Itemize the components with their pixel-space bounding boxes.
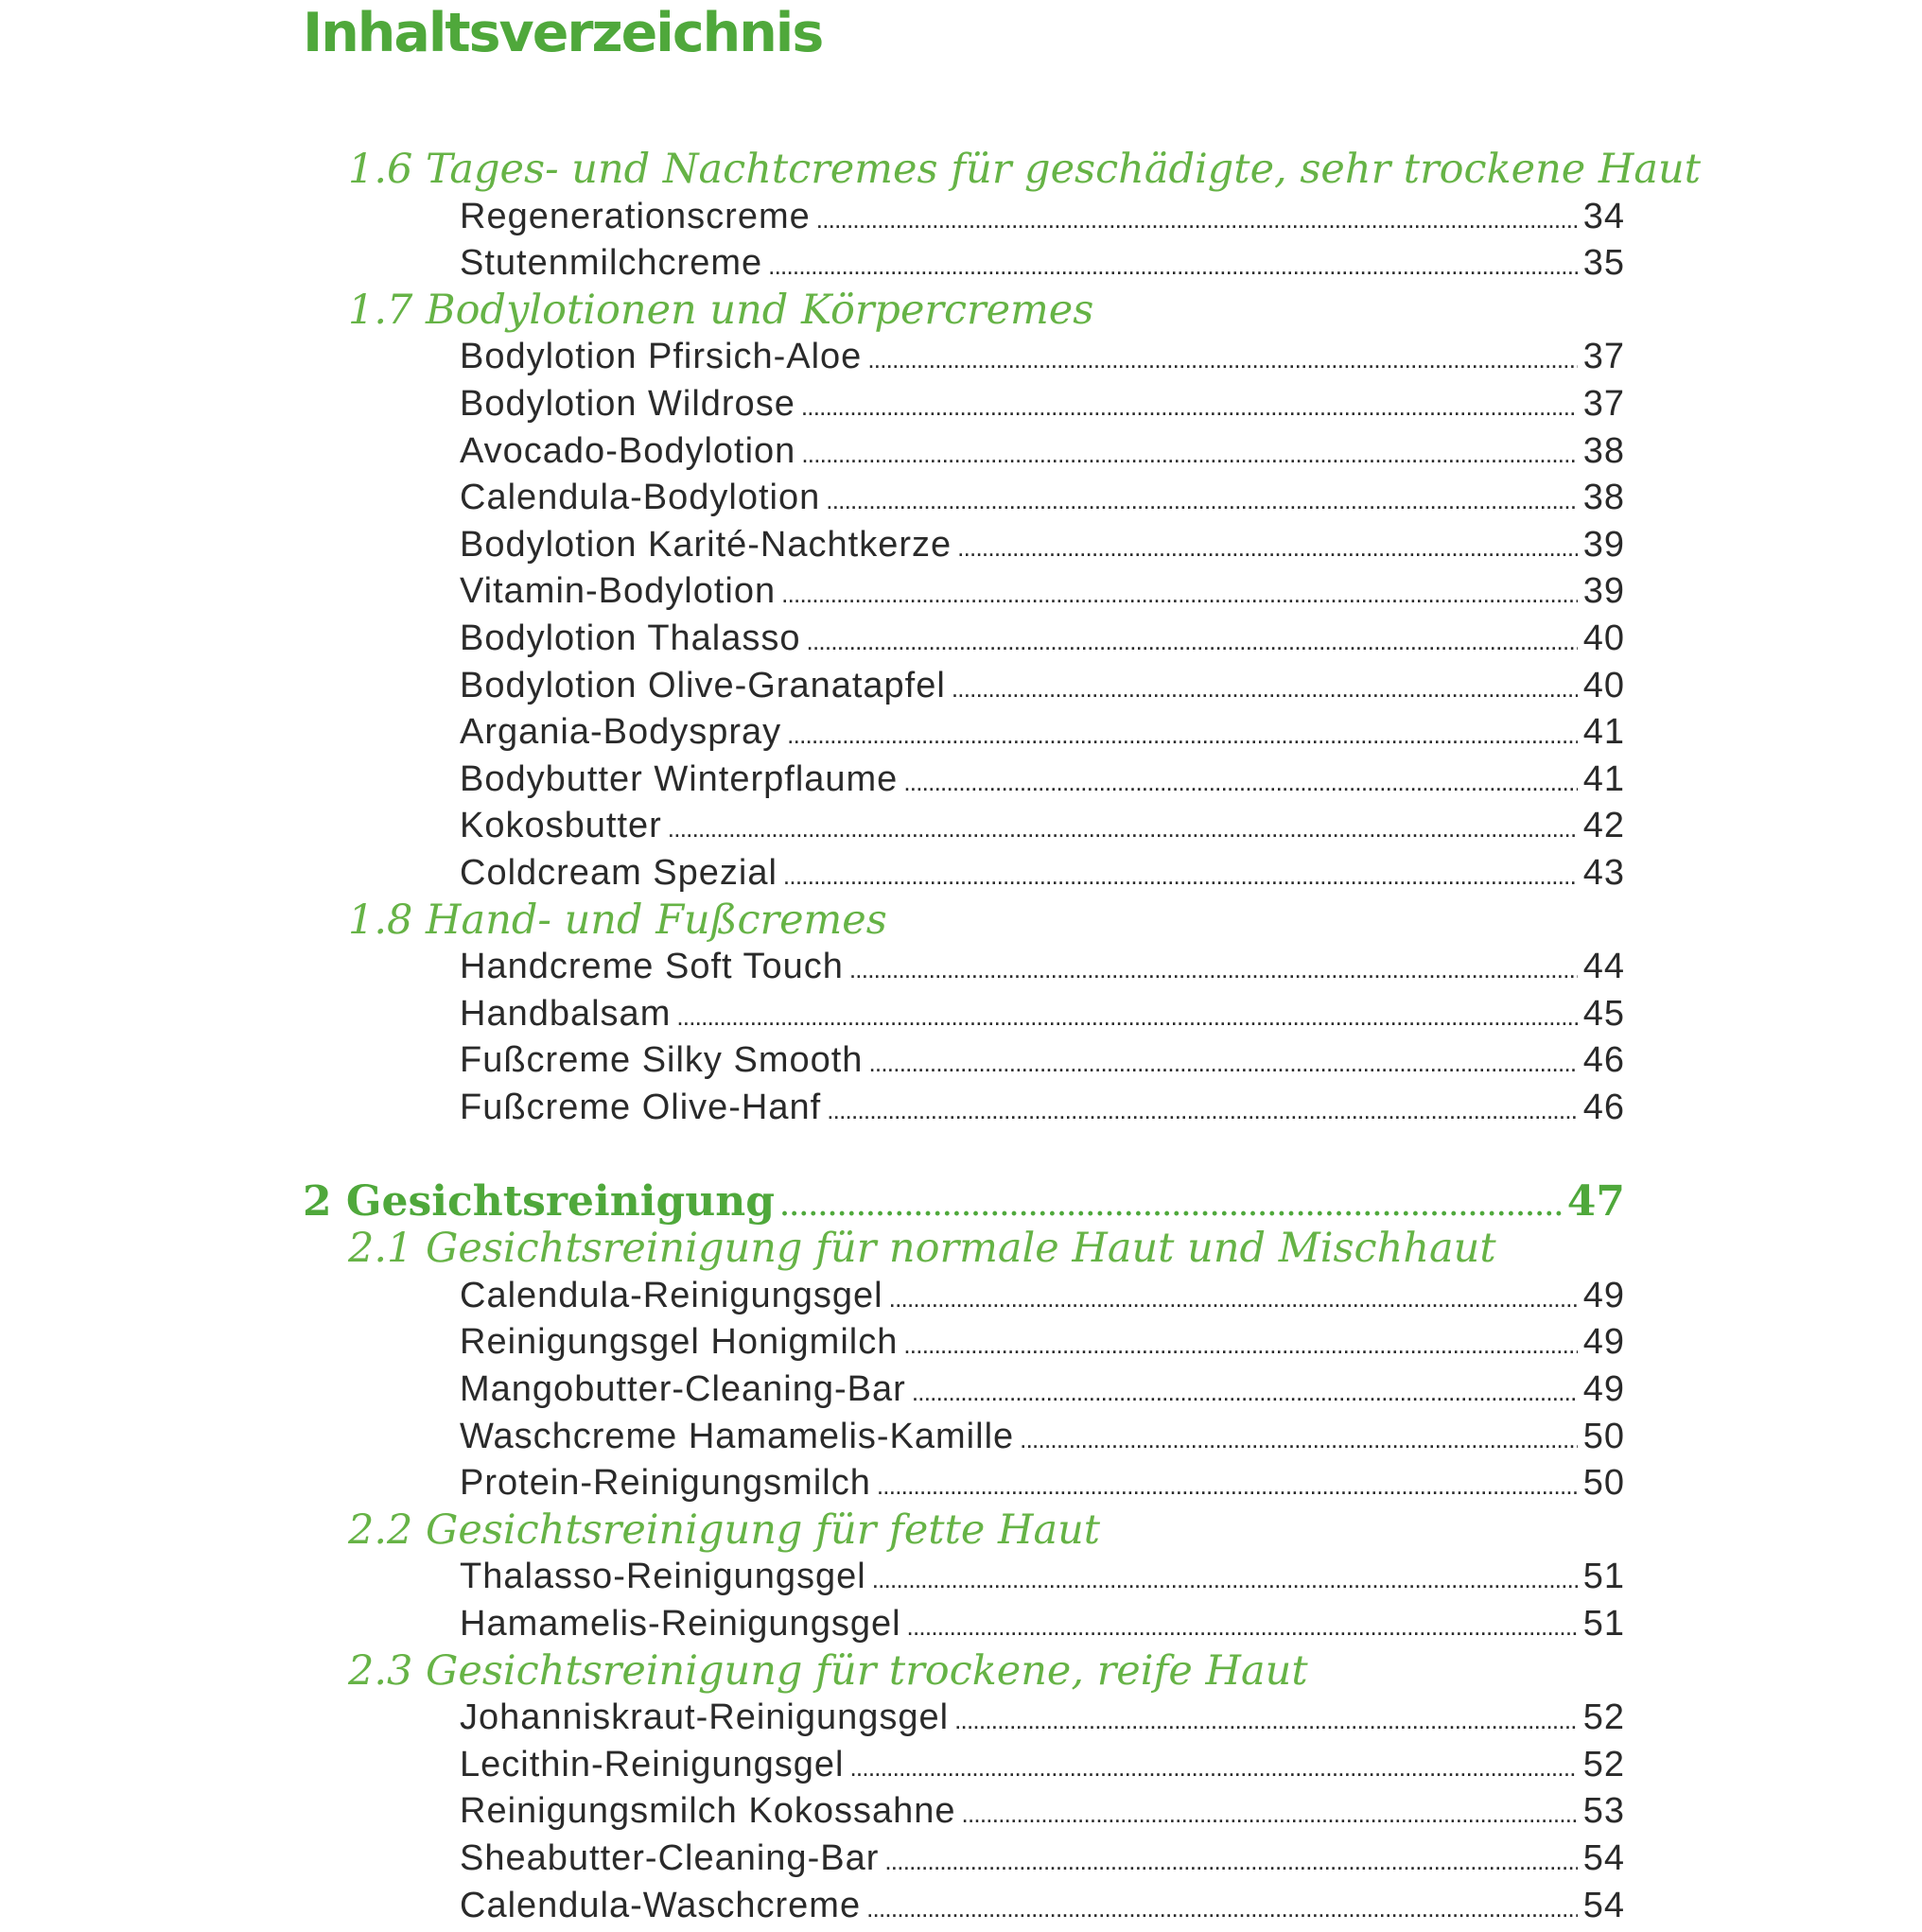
dot-leader bbox=[903, 756, 1577, 806]
toc-page-number: 54 bbox=[1582, 1886, 1625, 1925]
toc-section-heading: 1.8 Hand- und Fußcremes bbox=[348, 896, 887, 944]
toc-page-number: 44 bbox=[1582, 947, 1625, 986]
toc-entry-row bbox=[460, 1787, 1625, 1835]
toc-entry-row bbox=[460, 193, 1625, 240]
dot-leader bbox=[826, 474, 1577, 524]
toc-entry-label: Calendula-Bodylotion bbox=[460, 478, 821, 517]
dot-leader bbox=[872, 1553, 1578, 1603]
dot-leader bbox=[768, 239, 1578, 289]
toc-entry-label: Bodybutter Winterpflaume bbox=[460, 759, 899, 799]
toc-entry-row bbox=[460, 1413, 1625, 1460]
toc-entry-row bbox=[460, 521, 1625, 568]
dot-leader bbox=[866, 1882, 1578, 1932]
toc-entry-label: Argania-Bodyspray bbox=[460, 712, 782, 752]
dot-leader bbox=[884, 1835, 1577, 1885]
toc-entry-row bbox=[460, 1272, 1625, 1319]
toc-entry-row bbox=[460, 708, 1625, 756]
toc-page-number: 45 bbox=[1582, 994, 1625, 1034]
toc-chapter-row bbox=[303, 1178, 1625, 1226]
toc-entry-label: Johanniskraut-Reinigungsgel bbox=[460, 1697, 950, 1737]
toc-section-heading: 2.3 Gesichtsreinigung für trockene, reife Haut bbox=[348, 1647, 1308, 1695]
toc-entry-row bbox=[460, 1553, 1625, 1600]
toc-page-number: 51 bbox=[1582, 1604, 1625, 1644]
toc-page-number: 47 bbox=[1566, 1177, 1625, 1226]
dot-leader bbox=[867, 333, 1577, 383]
toc-entry-label: Thalasso-Reinigungsgel bbox=[460, 1557, 866, 1596]
dot-leader bbox=[868, 1036, 1577, 1087]
toc-page-number: 40 bbox=[1582, 618, 1625, 658]
toc-page-number: 38 bbox=[1582, 478, 1625, 517]
toc-entry-label: Bodylotion Karité-Nachtkerze bbox=[460, 525, 952, 565]
toc-page-number: 37 bbox=[1582, 337, 1625, 376]
toc-page-number: 46 bbox=[1582, 1040, 1625, 1080]
toc-entry-label: Handcreme Soft Touch bbox=[460, 947, 844, 986]
toc-entry-row bbox=[460, 1318, 1625, 1366]
dot-leader bbox=[1020, 1413, 1578, 1463]
dot-leader bbox=[952, 662, 1578, 712]
toc-page-number: 38 bbox=[1582, 431, 1625, 471]
toc-entry-label: Protein-Reinigungsmilch bbox=[460, 1463, 871, 1503]
toc-entry-row bbox=[460, 849, 1625, 896]
dot-leader bbox=[783, 849, 1578, 899]
toc-entry-row bbox=[460, 1835, 1625, 1882]
toc-page-number: 37 bbox=[1582, 384, 1625, 424]
dot-leader bbox=[912, 1366, 1578, 1416]
toc-page-number: 52 bbox=[1582, 1745, 1625, 1784]
toc-entry-label: Calendula-Waschcreme bbox=[460, 1886, 862, 1925]
toc-page-number: 35 bbox=[1582, 243, 1625, 283]
toc-page-number: 39 bbox=[1582, 571, 1625, 611]
toc-section-heading: 1.6 Tages- und Nachtcremes für geschädigte, sehr trockene Haut bbox=[348, 146, 1702, 193]
toc-entry-label: Regenerationscreme bbox=[460, 197, 811, 236]
toc-page-number: 49 bbox=[1582, 1369, 1625, 1409]
toc-entry-row bbox=[460, 380, 1625, 427]
toc-entry-row bbox=[460, 802, 1625, 849]
toc-section-heading: 2.1 Gesichtsreinigung für normale Haut und Mischhaut bbox=[348, 1225, 1496, 1272]
toc-page-number: 34 bbox=[1582, 197, 1625, 236]
toc-page-number: 39 bbox=[1582, 525, 1625, 565]
toc-page-number: 52 bbox=[1582, 1697, 1625, 1737]
toc-entry-row bbox=[460, 615, 1625, 662]
toc-entry-label: Handbalsam bbox=[460, 994, 672, 1034]
toc-entry-label: Stutenmilchcreme bbox=[460, 243, 763, 283]
toc-entry-label: Hamamelis-Reinigungsgel bbox=[460, 1604, 901, 1644]
toc-page-number: 43 bbox=[1582, 853, 1625, 893]
toc-entry-label: Calendula-Reinigungsgel bbox=[460, 1276, 883, 1315]
toc-entry-label: 2 Gesichtsreinigung bbox=[303, 1177, 775, 1226]
toc-page-number: 42 bbox=[1582, 806, 1625, 845]
toc-entry-row bbox=[460, 1084, 1625, 1131]
dot-leader bbox=[807, 615, 1578, 665]
dot-leader bbox=[801, 427, 1577, 478]
toc-entry-row bbox=[460, 1600, 1625, 1647]
toc-entry-label: Sheabutter-Cleaning-Bar bbox=[460, 1838, 880, 1878]
toc-entry-label: Reinigungsmilch Kokossahne bbox=[460, 1791, 956, 1831]
dot-leader bbox=[962, 1787, 1578, 1837]
toc-entry-row bbox=[460, 1882, 1625, 1929]
dot-leader bbox=[787, 708, 1578, 758]
toc-entry-row bbox=[460, 943, 1625, 990]
toc-page-number: 49 bbox=[1582, 1322, 1625, 1362]
toc-entry-row bbox=[460, 1366, 1625, 1413]
dot-leader bbox=[849, 943, 1578, 993]
toc-page-number: 40 bbox=[1582, 666, 1625, 705]
dot-leader bbox=[781, 567, 1578, 618]
dot-leader bbox=[877, 1459, 1578, 1509]
toc-entry-label: Bodylotion Thalasso bbox=[460, 618, 801, 658]
toc-section-heading: 1.7 Bodylotionen und Körpercremes bbox=[348, 287, 1094, 334]
dot-leader bbox=[954, 1694, 1578, 1744]
toc-page-number: 50 bbox=[1582, 1463, 1625, 1503]
toc-page-number: 41 bbox=[1582, 712, 1625, 752]
page-title: Inhaltsverzeichnis bbox=[303, 2, 823, 64]
toc-entry-label: Bodylotion Pfirsich-Aloe bbox=[460, 337, 863, 376]
toc-entry-row bbox=[460, 1694, 1625, 1741]
toc-page-number: 49 bbox=[1582, 1276, 1625, 1315]
toc-entry-row bbox=[460, 427, 1625, 475]
dot-leader bbox=[907, 1600, 1578, 1650]
toc-page-number: 51 bbox=[1582, 1557, 1625, 1596]
toc-entry-label: Waschcreme Hamamelis-Kamille bbox=[460, 1417, 1015, 1456]
toc-entry-label: Coldcream Spezial bbox=[460, 853, 778, 893]
toc-entry-row bbox=[460, 1741, 1625, 1788]
toc-entry-label: Bodylotion Olive-Granatapfel bbox=[460, 666, 946, 705]
toc-entry-row bbox=[460, 333, 1625, 380]
dot-leader bbox=[889, 1272, 1578, 1322]
toc-entry-row bbox=[460, 567, 1625, 615]
toc-entry-label: Kokosbutter bbox=[460, 806, 662, 845]
dot-leader bbox=[780, 1178, 1562, 1231]
dot-leader bbox=[957, 521, 1578, 571]
toc-page-number: 54 bbox=[1582, 1838, 1625, 1878]
dot-leader bbox=[816, 193, 1578, 243]
toc-section-heading: 2.2 Gesichtsreinigung für fette Haut bbox=[348, 1506, 1101, 1554]
dot-leader bbox=[827, 1084, 1578, 1134]
dot-leader bbox=[676, 990, 1577, 1040]
dot-leader bbox=[849, 1741, 1577, 1791]
toc-entry-row bbox=[460, 1459, 1625, 1506]
toc-entry-label: Reinigungsgel Honigmilch bbox=[460, 1322, 899, 1362]
dot-leader bbox=[903, 1318, 1577, 1368]
toc-entry-label: Mangobutter-Cleaning-Bar bbox=[460, 1369, 906, 1409]
toc-entry-label: Fußcreme Silky Smooth bbox=[460, 1040, 864, 1080]
toc-entry-row bbox=[460, 1036, 1625, 1084]
toc-entry-label: Lecithin-Reinigungsgel bbox=[460, 1745, 845, 1784]
toc-entry-row bbox=[460, 239, 1625, 287]
toc-entry-row bbox=[460, 474, 1625, 521]
toc-entry-label: Avocado-Bodylotion bbox=[460, 431, 796, 471]
toc-page-number: 41 bbox=[1582, 759, 1625, 799]
toc-entry-row bbox=[460, 662, 1625, 709]
dot-leader bbox=[668, 802, 1578, 852]
toc-entry-label: Fußcreme Olive-Hanf bbox=[460, 1088, 822, 1127]
toc-entry-label: Vitamin-Bodylotion bbox=[460, 571, 777, 611]
toc-page-number: 46 bbox=[1582, 1088, 1625, 1127]
toc-page-number: 53 bbox=[1582, 1791, 1625, 1831]
toc-entry-row bbox=[460, 756, 1625, 803]
dot-leader bbox=[801, 380, 1578, 430]
toc-entry-row bbox=[460, 990, 1625, 1037]
toc-page-number: 50 bbox=[1582, 1417, 1625, 1456]
toc-entry-label: Bodylotion Wildrose bbox=[460, 384, 795, 424]
